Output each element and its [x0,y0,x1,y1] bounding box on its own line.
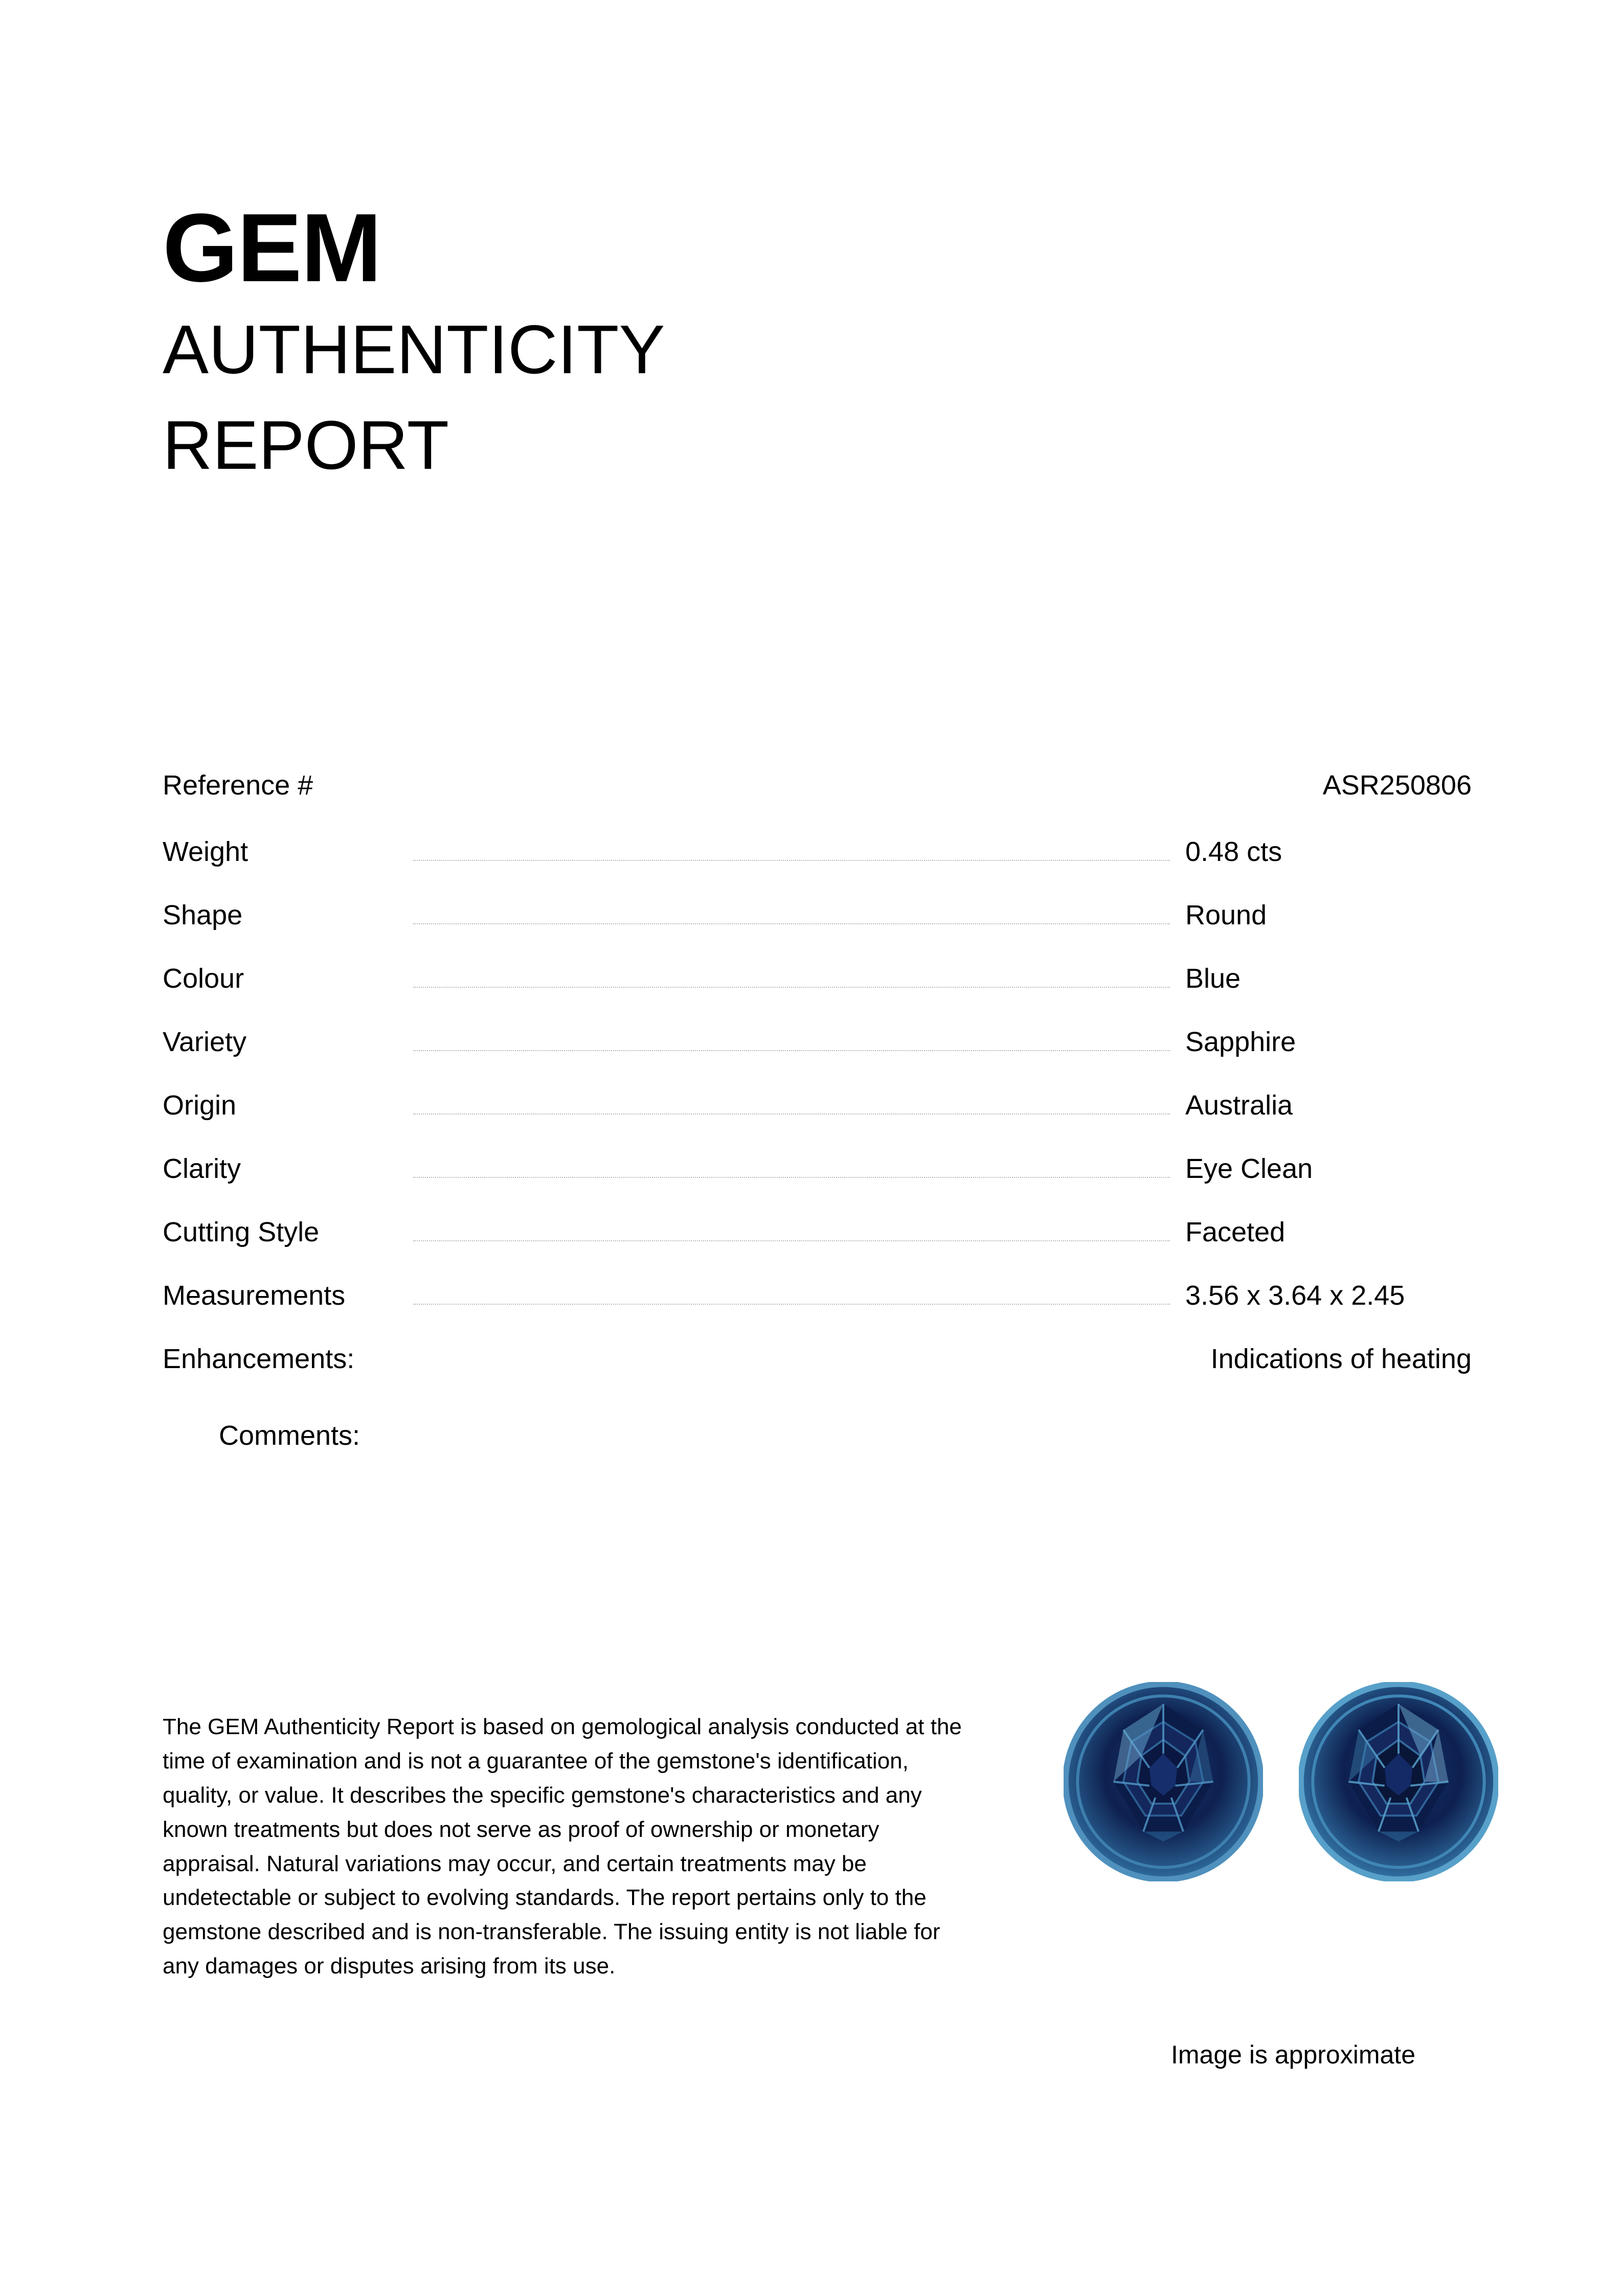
detail-label-origin: Origin [163,1090,237,1121]
gemstone-left-icon [1064,1682,1263,1881]
dot-leader [413,1113,1170,1115]
detail-row-comments [163,1420,1472,1486]
dot-leader [413,1050,1170,1051]
detail-label-variety: Variety [163,1027,247,1057]
detail-row-cutting-style [163,1216,1472,1280]
dot-leader [413,923,1170,924]
report-header [163,194,1185,487]
detail-value-enhancements: Indications of heating [1210,1344,1472,1374]
detail-value-weight: 0.48 cts [1185,836,1282,867]
detail-row-weight [163,836,1472,899]
detail-label-enhancements: Enhancements: [163,1344,355,1374]
dot-leader [413,1177,1170,1178]
detail-row-colour [163,963,1472,1026]
page-subtitle-line2: REPORT [163,406,449,484]
detail-label-shape: Shape [163,900,243,930]
detail-label-reference: Reference # [163,770,313,801]
page-title: GEM [163,194,381,302]
detail-label-cutting-style: Cutting Style [163,1217,320,1247]
detail-value-origin: Australia [1185,1090,1293,1121]
detail-value-variety: Sapphire [1185,1027,1296,1057]
dot-leader [413,987,1170,988]
detail-label-weight: Weight [163,836,249,867]
dot-leader [413,860,1170,861]
disclaimer-text: The GEM Authenticity Report is based on gemological analysis conducted at the time of examination and is not a guarantee of the gemstone's identification, quality, or value. It describes the specific gemstone's characteristics and any known treatments but does not serve as proof of ownership or monetary appraisal. Natural variations may occur, and certain treatments may be undetectable or subject to evolving standards. The report pertains only to the gemstone described and is non-transferable. The issuing entity is not liable for any damages or disputes arising from its use. [163,1714,962,1979]
detail-label-comments: Comments: [219,1420,360,1451]
detail-row-enhancements [163,1343,1472,1420]
gemstone-right-icon [1299,1682,1498,1881]
detail-value-measurements: 3.56 x 3.64 x 2.45 [1185,1280,1405,1311]
detail-row-clarity [163,1153,1472,1216]
detail-value-reference: ASR250806 [1322,770,1472,801]
dot-leader [413,1304,1170,1305]
detail-label-colour: Colour [163,963,244,994]
detail-row-origin [163,1089,1472,1153]
dot-leader [413,1240,1170,1241]
detail-label-measurements: Measurements [163,1280,346,1311]
gem-image [1053,1682,1534,1902]
detail-value-colour: Blue [1185,963,1241,994]
detail-label-clarity: Clarity [163,1153,241,1184]
detail-row-reference [163,769,1472,836]
details-table [163,769,1472,1486]
detail-row-variety [163,1026,1472,1089]
detail-row-measurements [163,1280,1472,1343]
detail-value-shape: Round [1185,900,1267,930]
detail-row-shape [163,899,1472,963]
image-caption: Image is approximate [1171,2040,1416,2069]
detail-value-clarity: Eye Clean [1185,1153,1313,1184]
detail-value-cutting-style: Faceted [1185,1217,1286,1247]
page-subtitle-line1: AUTHENTICITY [163,311,665,388]
